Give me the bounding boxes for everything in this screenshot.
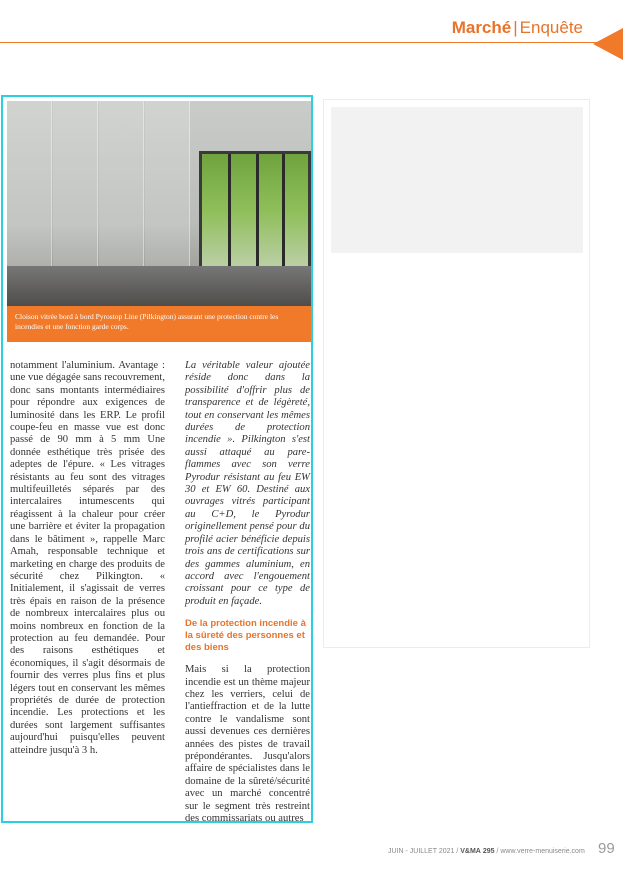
page-number: 99: [598, 840, 615, 857]
article-paragraph: La véritable valeur ajoutée réside donc dans la possibilité d'offrir plus de transparence et de légèreté, tout en conservant les mêmes durées de protection incendie ». Pilkington s'est aussi attaqué au pare-flammes avec son verre Pyrodur résistant au feu EW 30 et EW 60. Destiné aux ouvrages vitrés participant au C+D, le Pyrodur originellement pensé pour du profilé acier bénéficie depuis trois ans de certifications sur des gammes aluminium, en accord avec l'engouement croissant pour ce type de produit en façade.: [185, 360, 310, 607]
section-name: Marché: [451, 18, 512, 37]
corner-tab-decoration: [593, 28, 623, 60]
article-column-left: [10, 360, 165, 765]
header-separator: |: [513, 18, 518, 37]
article-subheading: De la protection incendie à la sûreté des personnes et des biens: [185, 618, 306, 654]
article-paragraph: Mais si la protection incendie est un thème majeur chez les verriers, celui de l'antieffraction et de la lutte contre le vandalisme sont aussi devenues ces dernières années des pistes de travail prépondérantes. Jusqu'alors affaire de spécialistes dans le domaine de la sûreté/sécurité avec un marché concentré sur le segment très restreint des commissariats ou autres: [185, 664, 310, 824]
article-photo: [7, 101, 311, 306]
faded-photo: [331, 107, 583, 253]
header-rule: [0, 42, 600, 43]
magazine-name: V&MA: [460, 848, 481, 855]
page-footer: JUIN - JUILLET 2021 / V&MA 295 / www.verre-menuiserie.com: [388, 848, 585, 855]
glass-panel: [7, 101, 52, 266]
subsection-name: Enquête: [519, 18, 583, 37]
website-link[interactable]: www.verre-menuiserie.com: [500, 848, 585, 855]
faded-sidebar-panel: [323, 99, 590, 648]
photo-caption: Cloison vitrée bord à bord Pyrostop Line (Pilkington) assurant une protection contre les incendies et une fonction garde corps.: [15, 312, 279, 331]
photo-floor: [7, 266, 311, 306]
faded-columns: [323, 664, 590, 824]
issue-date: JUIN - JUILLET 2021: [388, 848, 455, 855]
issue-number: 295: [482, 848, 495, 855]
article-column-right: [185, 360, 310, 833]
article-paragraph: notamment l'aluminium. Avantage : une vue dégagée sans recouvrement, donc sans montants intermédiaires pour répondre aux exigences de luminosité dans les ERP. Le profil coupe-feu en masse vue est donc passé de 90 mm à 5 mm Une donnée esthétique très prisée des adeptes de l'épure. « Les vitrages résistants au feu sont des vitrages multifeuilletés séparés par des intercalaires intumescents qui réagissent à la chaleur pour créer une barrière et éviter la propagation dans le bâtiment », rappelle Marc Amah, responsable technique et marketing en charge des produits de sécurité chez Pilkington. « Initialement, il s'agissait de verres très épais en raison de la présence de nombreux intercalaires plus ou moins nombreux en fonction de la protection au feu demandée. Pour des raisons esthétiques et économiques, il s'agit désormais de fournir des verres plus fins et plus légers tout en conservant les mêmes propriétés de durée de protection incendie. Les protections et les durées sont largement suffisantes aujourd'hui puisqu'elles peuvent atteindre jusqu'à 3 h.: [10, 360, 166, 756]
photo-caption-box: [7, 306, 311, 342]
section-header: [452, 18, 583, 38]
glass-panel: [145, 101, 190, 266]
glass-panel: [53, 101, 98, 266]
glass-panel: [99, 101, 144, 266]
